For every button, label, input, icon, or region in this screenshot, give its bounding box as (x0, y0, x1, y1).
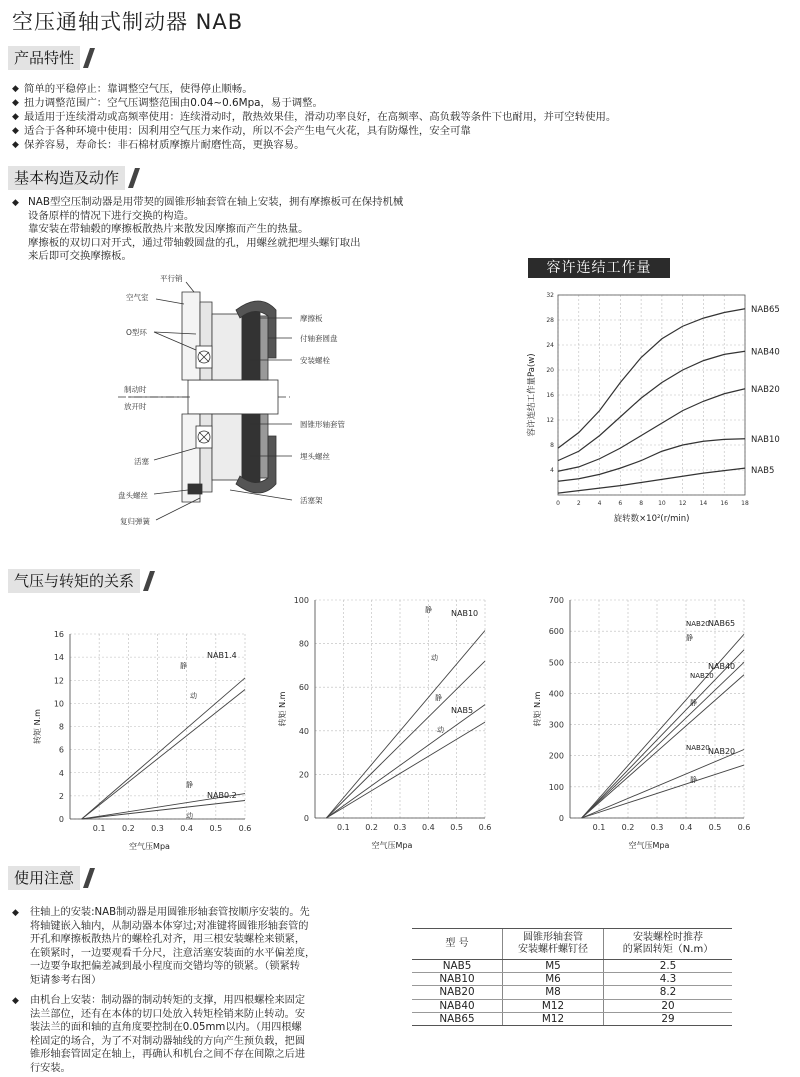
table-row: NAB65 M12 29 (412, 1012, 732, 1025)
y-tick-label: 0 (303, 814, 309, 823)
series-line (558, 351, 745, 460)
x-tick-label: 16 (720, 500, 729, 507)
series-annotation: NAB1.4 (207, 651, 237, 660)
series-line (558, 309, 745, 448)
x-tick-label: 0.5 (708, 823, 722, 832)
series-line (582, 765, 744, 818)
series-annotation: 静 (435, 694, 442, 702)
y-tick-label: 10 (53, 699, 64, 709)
x-tick-label: 0 (556, 500, 560, 507)
series-annotation: 动 (190, 692, 197, 700)
table-row: NAB10 M6 4.3 (412, 973, 732, 986)
y-tick-label: 200 (548, 751, 564, 761)
label-piston-frame: 活塞架 (300, 496, 323, 505)
diamond-bullet-icon: ◆ (12, 126, 19, 136)
y-tick-label: 20 (298, 770, 309, 780)
diamond-bullet-icon: ◆ (12, 996, 19, 1006)
x-tick-label: 0.3 (151, 824, 164, 833)
y-tick-label: 0 (558, 814, 564, 823)
series-annotation: NAB20 (690, 672, 714, 680)
series-annotation: 动 (431, 654, 438, 662)
y-tick-label: 80 (298, 639, 309, 649)
torque-chart-medium (275, 592, 505, 860)
series-annotation: NAB0.2 (207, 791, 237, 800)
x-tick-label: 0.3 (650, 823, 664, 832)
series-line (326, 705, 485, 818)
notes-item-2: 由机台上安装：制动器的制动转矩的支撑，用四根螺栓来固定 法兰部位，还有在本体的切口处放入转矩栓销来防止转动。安 装法兰的面和轴的直角度要控制在0.05mm以内。（用四根螺 栓固定的场合，为了不对制动器轴线的方向产生预负载，把圆 锥形轴套管固定在轴上，再确认和机台之间不存在间隙之后进 行安装。 (30, 995, 306, 1074)
series-annotation: 静 (690, 776, 697, 784)
x-tick-label: 0.1 (336, 823, 350, 832)
x-axis-label: 空气压Mpa (371, 841, 413, 850)
x-tick-label: 0.1 (592, 823, 606, 832)
structure-paragraph: NAB型空压制动器是用带契的圆锥形轴套管在轴上安装，拥有摩擦板可在保持机械 设备原样的情况下进行交换的构造。 靠安装在带轴毂的摩擦板散热片来散发因摩擦而产生的热量。 摩擦板的双切口对开式，通过带轴毂圆盘的孔，用螺丝就把埋头螺钉取出 来后即可交换摩擦板。 (28, 196, 404, 263)
y-axis-label: 转矩 N.m (278, 691, 287, 727)
y-tick-label: 600 (548, 627, 564, 637)
diamond-bullet-icon: ◆ (12, 112, 19, 122)
series-annotation: 静 (425, 606, 432, 614)
series-line (582, 662, 744, 818)
series-annotation: 静 (690, 699, 697, 707)
x-tick-label: 2 (576, 500, 581, 507)
series-annotation: 静 (186, 781, 193, 789)
slash-accent-icon (82, 866, 96, 890)
series-annotation: NAB5 (451, 706, 474, 715)
series-label: NAB20 (751, 384, 780, 395)
list-item: ◆ 保养容易，寿命长：非石棉材质摩擦片耐磨性高，更换容易。 (12, 139, 305, 151)
spec-table (412, 928, 732, 1026)
diamond-bullet-icon: ◆ (12, 140, 19, 150)
y-tick-label: 32 (546, 292, 554, 299)
y-tick-label: 500 (548, 658, 564, 668)
series-line (326, 722, 485, 818)
x-tick-label: 0.3 (393, 823, 407, 832)
x-axis-label: 空气压Mpa (129, 842, 170, 851)
series-label: NAB5 (751, 466, 775, 477)
y-axis-label: 转矩 N.m (533, 691, 542, 727)
x-tick-label: 0.4 (180, 824, 194, 833)
x-tick-label: 0.6 (737, 823, 751, 832)
y-tick-label: 20 (546, 367, 554, 374)
label-friction: 摩擦板 (300, 314, 323, 323)
table-header-row (412, 929, 732, 960)
label-releasing: 放开时 (124, 402, 147, 411)
features-list (12, 82, 616, 152)
x-tick-label: 0.6 (478, 823, 492, 832)
col-header-model: 型 号 (412, 929, 503, 960)
page-title: 空压通轴式制动器 NAB (12, 10, 244, 34)
list-item: ◆ 简单的平稳停止：靠调整空气压，使得停止顺畅。 (12, 83, 253, 95)
label-taper-sleeve: 圆锥形轴套管 (300, 420, 345, 429)
list-item: ◆ 最适用于连续滑动或高频率使用：连续滑动时，散热效果佳，滑动功率良好，在高频率、高负载等条件下也耐用，并可空转使用。 (12, 111, 617, 123)
x-tick-label: 0.6 (238, 824, 252, 833)
series-annotation: NAB20 (708, 747, 736, 756)
label-oring: O型环 (126, 328, 147, 337)
x-tick-label: 12 (678, 500, 687, 507)
diamond-bullet-icon: ◆ (12, 198, 19, 208)
torque-chart-small (30, 620, 260, 860)
series-annotation: 动 (186, 812, 193, 820)
x-tick-label: 18 (741, 500, 749, 507)
section-header-features: 产品特性 (8, 46, 96, 70)
series-annotation: NAB65 (708, 619, 736, 628)
notes-item-1: 往轴上的安装:NAB制动器是用圆锥形轴套管按顺序安装的。先 将轴键嵌入轴内，从制动器本体穿过;对准键将圆锥形轴套管的 开孔和摩擦板散热片的螺栓孔对齐，用三根安装螺栓来锁紧， 在锁紧时，一边要观看千分尺，注意活塞安装面的水平偏差度， 一边要争取把偏差减到最小程度而交错均等的锁紧。（锁紧转 矩请参考右图） (30, 907, 316, 986)
section-header-torque: 气压与转矩的关系 (8, 569, 156, 593)
series-line (582, 650, 744, 818)
x-tick-label: 0.2 (121, 824, 135, 833)
x-tick-label: 6 (618, 500, 623, 507)
x-tick-label: 0.1 (92, 824, 106, 833)
diamond-bullet-icon: ◆ (12, 98, 19, 108)
y-tick-label: 24 (546, 342, 554, 349)
label-return-spring: 复归弹簧 (120, 517, 150, 526)
y-tick-label: 2 (58, 791, 64, 801)
series-label: NAB65 (751, 304, 780, 315)
list-item: ◆ 适合于各种环境中使用：因利用空气压力来作动，所以不会产生电气火花，具有防爆性，安全可靠 (12, 125, 471, 137)
diamond-bullet-icon: ◆ (12, 908, 19, 918)
y-tick-label: 100 (548, 782, 564, 792)
series-line (582, 749, 744, 818)
y-tick-label: 40 (298, 726, 309, 736)
label-countersunk: 埋头螺丝 (300, 452, 330, 461)
label-piston: 活塞 (134, 457, 149, 466)
y-tick-label: 14 (53, 653, 64, 663)
list-item: ◆ 扭力调整范围广：空气压调整范围由0.04~0.6Mpa，易于调整。 (12, 97, 323, 109)
series-line (558, 389, 745, 472)
series-annotation: NAB20 (686, 744, 710, 752)
y-tick-label: 4 (58, 768, 64, 778)
label-mount-bolt: 安装螺栓 (300, 356, 330, 365)
y-tick-label: 0 (58, 815, 64, 824)
y-tick-label: 4 (550, 467, 554, 474)
section-header-notes: 使用注意 (8, 866, 96, 890)
table-row: NAB5 M5 2.5 (412, 960, 732, 973)
series-label: NAB40 (751, 347, 780, 358)
y-tick-label: 8 (58, 722, 64, 732)
y-tick-label: 60 (298, 683, 309, 693)
label-disc-screw: 盘头螺丝 (118, 491, 148, 500)
series-line (326, 631, 485, 818)
series-annotation: NAB10 (451, 609, 479, 618)
col-header-torque: 安装螺栓时推荐 的紧固转矩（N.m） (604, 929, 733, 960)
y-tick-label: 12 (546, 417, 554, 424)
x-tick-label: 0.5 (450, 823, 464, 832)
y-tick-label: 16 (546, 392, 554, 399)
y-axis-label: 转矩 N.m (33, 709, 42, 744)
x-tick-label: 0.4 (421, 823, 435, 832)
label-key: 平行销 (160, 274, 183, 283)
table-row: NAB20 M8 8.2 (412, 986, 732, 999)
diamond-bullet-icon: ◆ (12, 84, 19, 94)
x-tick-label: 10 (658, 500, 666, 507)
label-hub-disc: 付轴套圆盘 (300, 334, 338, 343)
series-line (326, 661, 485, 818)
series-label: NAB10 (751, 434, 780, 445)
x-tick-label: 4 (597, 500, 602, 507)
y-tick-label: 400 (548, 689, 564, 699)
y-axis-label: 容许连结工作量Pa(w) (527, 353, 537, 437)
x-tick-label: 0.2 (621, 823, 635, 832)
y-tick-label: 28 (546, 317, 554, 324)
x-tick-label: 0.4 (679, 823, 693, 832)
slash-accent-icon (127, 166, 141, 190)
y-tick-label: 700 (548, 596, 564, 605)
x-axis-label: 旋转数×10²(r/min) (613, 514, 690, 524)
x-tick-label: 8 (639, 500, 644, 507)
series-annotation: NAB40 (708, 662, 736, 671)
work-chart-title: 容许连结工作量 (528, 258, 670, 278)
label-braking: 制动时 (124, 385, 147, 394)
y-tick-label: 16 (53, 630, 64, 639)
series-line (82, 801, 245, 820)
x-tick-label: 0.5 (209, 824, 223, 833)
series-annotation: 静 (180, 662, 187, 670)
x-axis-label: 空气压Mpa (628, 841, 670, 850)
table-row: NAB40 M12 20 (412, 999, 732, 1012)
slash-accent-icon (82, 46, 96, 70)
label-air-chamber: 空气室 (126, 293, 149, 302)
x-tick-label: 14 (699, 500, 708, 507)
series-annotation: 静 (686, 634, 693, 642)
x-tick-label: 0.2 (365, 823, 379, 832)
y-tick-label: 6 (58, 745, 64, 755)
slash-accent-icon (142, 569, 156, 593)
series-annotation: NAB20 (686, 620, 710, 628)
section-header-structure: 基本构造及动作 (8, 166, 141, 190)
y-tick-label: 12 (53, 676, 64, 686)
series-annotation: 动 (437, 726, 444, 734)
y-tick-label: 100 (293, 596, 309, 605)
y-tick-label: 8 (550, 442, 554, 449)
y-tick-label: 300 (548, 720, 564, 730)
col-header-screw: 圆锥形轴套管 安装螺杆螺钉径 (503, 929, 604, 960)
work-capacity-chart (510, 285, 795, 530)
series-line (558, 468, 745, 493)
torque-chart-large (530, 592, 780, 860)
